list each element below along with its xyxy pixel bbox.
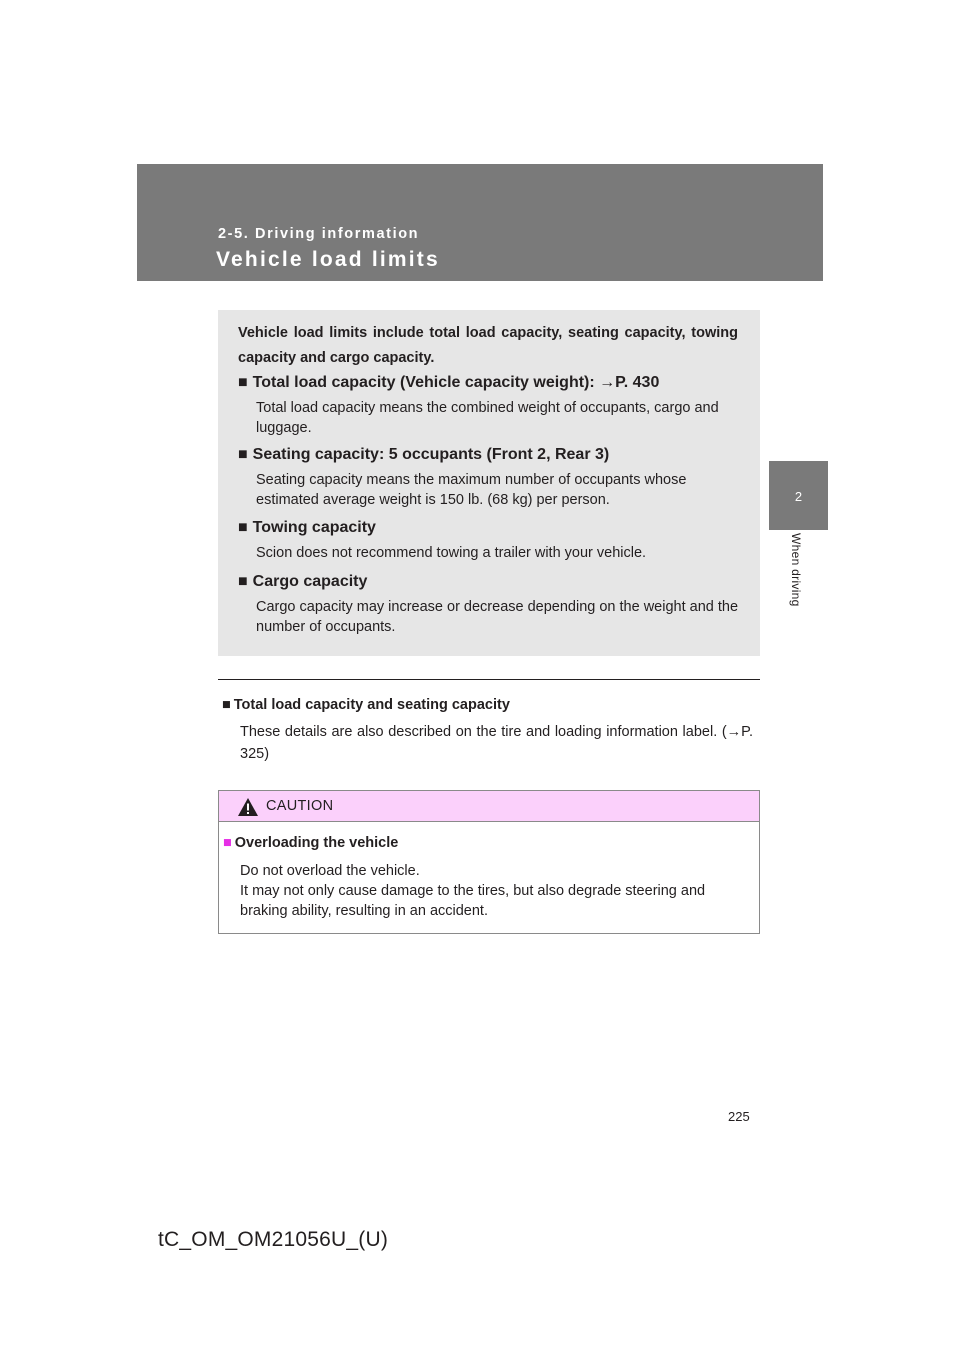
section-label: 2-5. Driving information [218, 226, 420, 242]
section-divider [218, 679, 760, 680]
caution-header [219, 791, 759, 822]
summary-item-title: Cargo capacity [252, 573, 368, 590]
document-code: tC_OM_OM21056U_(U) [158, 1228, 389, 1251]
caution-line-2: It may not only cause damage to the tires, but also degrade steering and braking ability, resulting in an accident. [240, 883, 706, 919]
bullet-square-icon: ■ [222, 697, 231, 713]
note-heading [222, 697, 510, 713]
summary-item-cargo [238, 571, 743, 637]
summary-item-heading [238, 571, 743, 593]
bullet-square-icon: ■ [223, 835, 232, 851]
caution-box [218, 790, 760, 934]
summary-item-title: Total load capacity (Vehicle capacity weight): →P. 430 [252, 374, 660, 391]
summary-item-towing [238, 517, 743, 563]
summary-item-heading [238, 372, 743, 394]
summary-item-body: Total load capacity means the combined weight of occupants, cargo and luggage. [256, 400, 719, 436]
summary-item-heading [238, 444, 743, 466]
bullet-square-icon: ■ [238, 573, 248, 590]
page-title: Vehicle load limits [216, 248, 440, 271]
chapter-number: 2 [794, 489, 803, 504]
note-title: Total load capacity and seating capacity [233, 697, 510, 713]
caution-text [240, 861, 755, 921]
summary-item-title: Towing capacity [252, 519, 376, 536]
chapter-tab [769, 461, 828, 530]
summary-item-seating [238, 444, 743, 510]
summary-item-heading [238, 517, 743, 539]
chapter-label: When driving [789, 533, 803, 607]
summary-item-title: Seating capacity: 5 occupants (Front 2, Rear 3) [252, 446, 610, 463]
caution-label: CAUTION [266, 798, 334, 814]
bullet-square-icon: ■ [238, 446, 248, 463]
note-body: These details are also described on the tire and loading information label. (→P. 325) [240, 724, 753, 762]
warning-triangle-icon [237, 797, 259, 817]
caution-subtitle-row [223, 835, 398, 851]
page-number: 225 [728, 1109, 750, 1124]
summary-item-body: Cargo capacity may increase or decrease depending on the weight and the number of occupants. [256, 599, 739, 635]
caution-subtitle: Overloading the vehicle [234, 835, 399, 851]
bullet-square-icon: ■ [238, 374, 248, 391]
summary-item-body: Seating capacity means the maximum number of occupants whose estimated average weight is 150 lb. (68 kg) per person. [256, 472, 687, 508]
summary-item-total-load [238, 372, 743, 438]
summary-item-body: Scion does not recommend towing a trailer with your vehicle. [256, 545, 647, 561]
bullet-square-icon: ■ [238, 519, 248, 536]
caution-line-1: Do not overload the vehicle. [240, 863, 420, 879]
summary-box [218, 310, 760, 656]
summary-intro: Vehicle load limits include total load capacity, seating capacity, towing capacity and cargo capacity. [238, 325, 738, 366]
